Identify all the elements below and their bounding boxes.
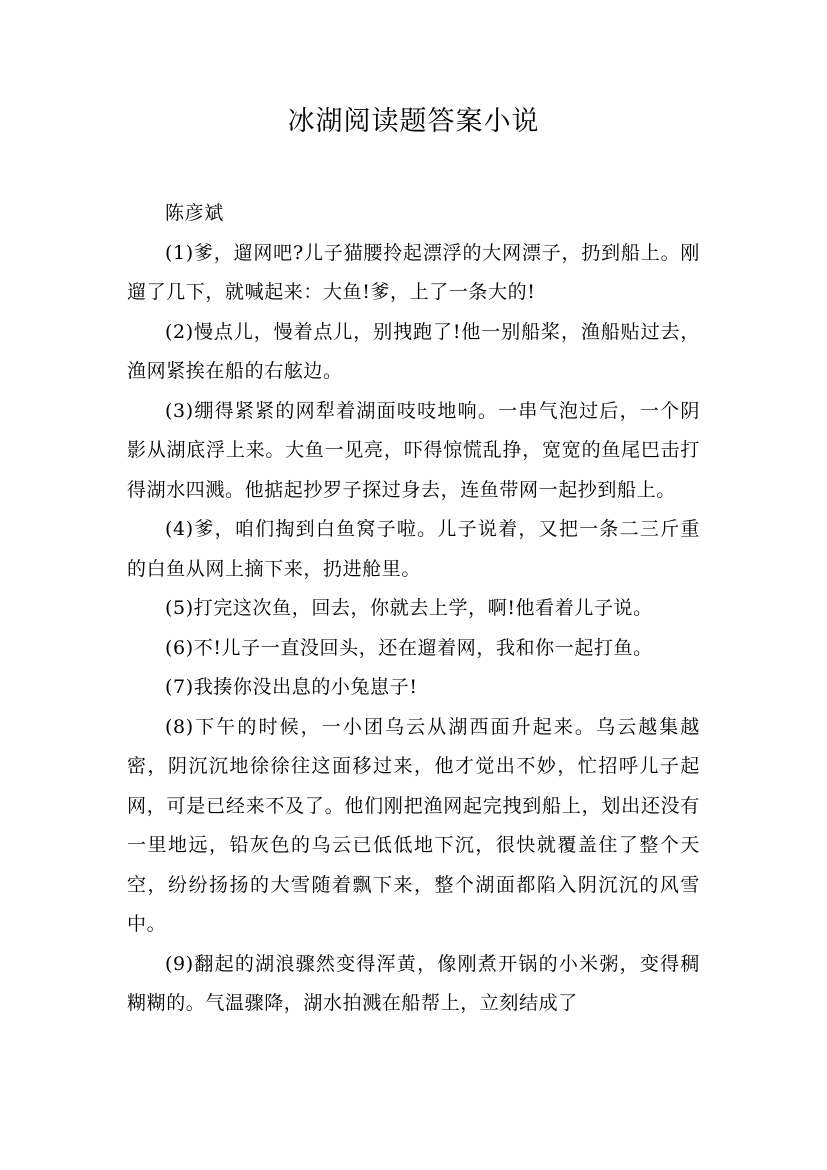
paragraph-2: (2)慢点儿，慢着点儿，别拽跑了!他一别船桨，渔船贴过去，渔网紧挨在船的右舷边。 (127, 320, 700, 382)
paragraph-6: (6)不!儿子一直没回头，还在遛着网，我和你一起打鱼。 (165, 636, 653, 659)
paragraph-5: (5)打完这次鱼，回去，你就去上学，啊!他看着儿子说。 (165, 597, 653, 619)
document-title: 冰湖阅读题答案小说 (287, 106, 540, 137)
document-body (127, 194, 700, 1024)
paragraph-4: (4)爹，咱们掏到白鱼窝子啦。儿子说着，又把一条二三斤重的白鱼从网上摘下来，扔进舱里。 (127, 518, 700, 580)
paragraph-3: (3)绷得紧紧的网犁着湖面吱吱地响。一串气泡过后，一个阴影从湖底浮上来。大鱼一见亮，吓得惊慌乱挣，宽宽的鱼尾巴击打得湖水四溅。他掂起抄罗子探过身去，连鱼带网一起抄到船上。 (127, 399, 700, 501)
paragraph-8: (8)下午的时候，一小团乌云从湖西面升起来。乌云越集越密，阴沉沉地徐徐往这面移过来，他才觉出不妙，忙招呼儿子起网，可是已经来不及了。他们刚把渔网起完拽到船上，划出还没有一里地远，铅灰色的乌云已低低地下沉，很快就覆盖住了整个天空，纷纷扬扬的大雪随着飘下来，整个湖面都陷入阴沉沉的风雪中。 (127, 715, 700, 935)
paragraph-1: (1)爹，遛网吧?儿子猫腰拎起漂浮的大网漂子，扔到船上。刚遛了几下，就喊起来：大鱼!爹，上了一条大的! (127, 241, 700, 303)
author-line: 陈彦斌 (165, 202, 224, 224)
paragraph-7: (7)我揍你没出息的小兔崽子! (165, 676, 418, 698)
paragraph-9: (9)翻起的湖浪骤然变得浑黄，像刚煮开锅的小米粥，变得稠糊糊的。气温骤降，湖水拍溅在船帮上，立刻结成了 (127, 952, 700, 1014)
